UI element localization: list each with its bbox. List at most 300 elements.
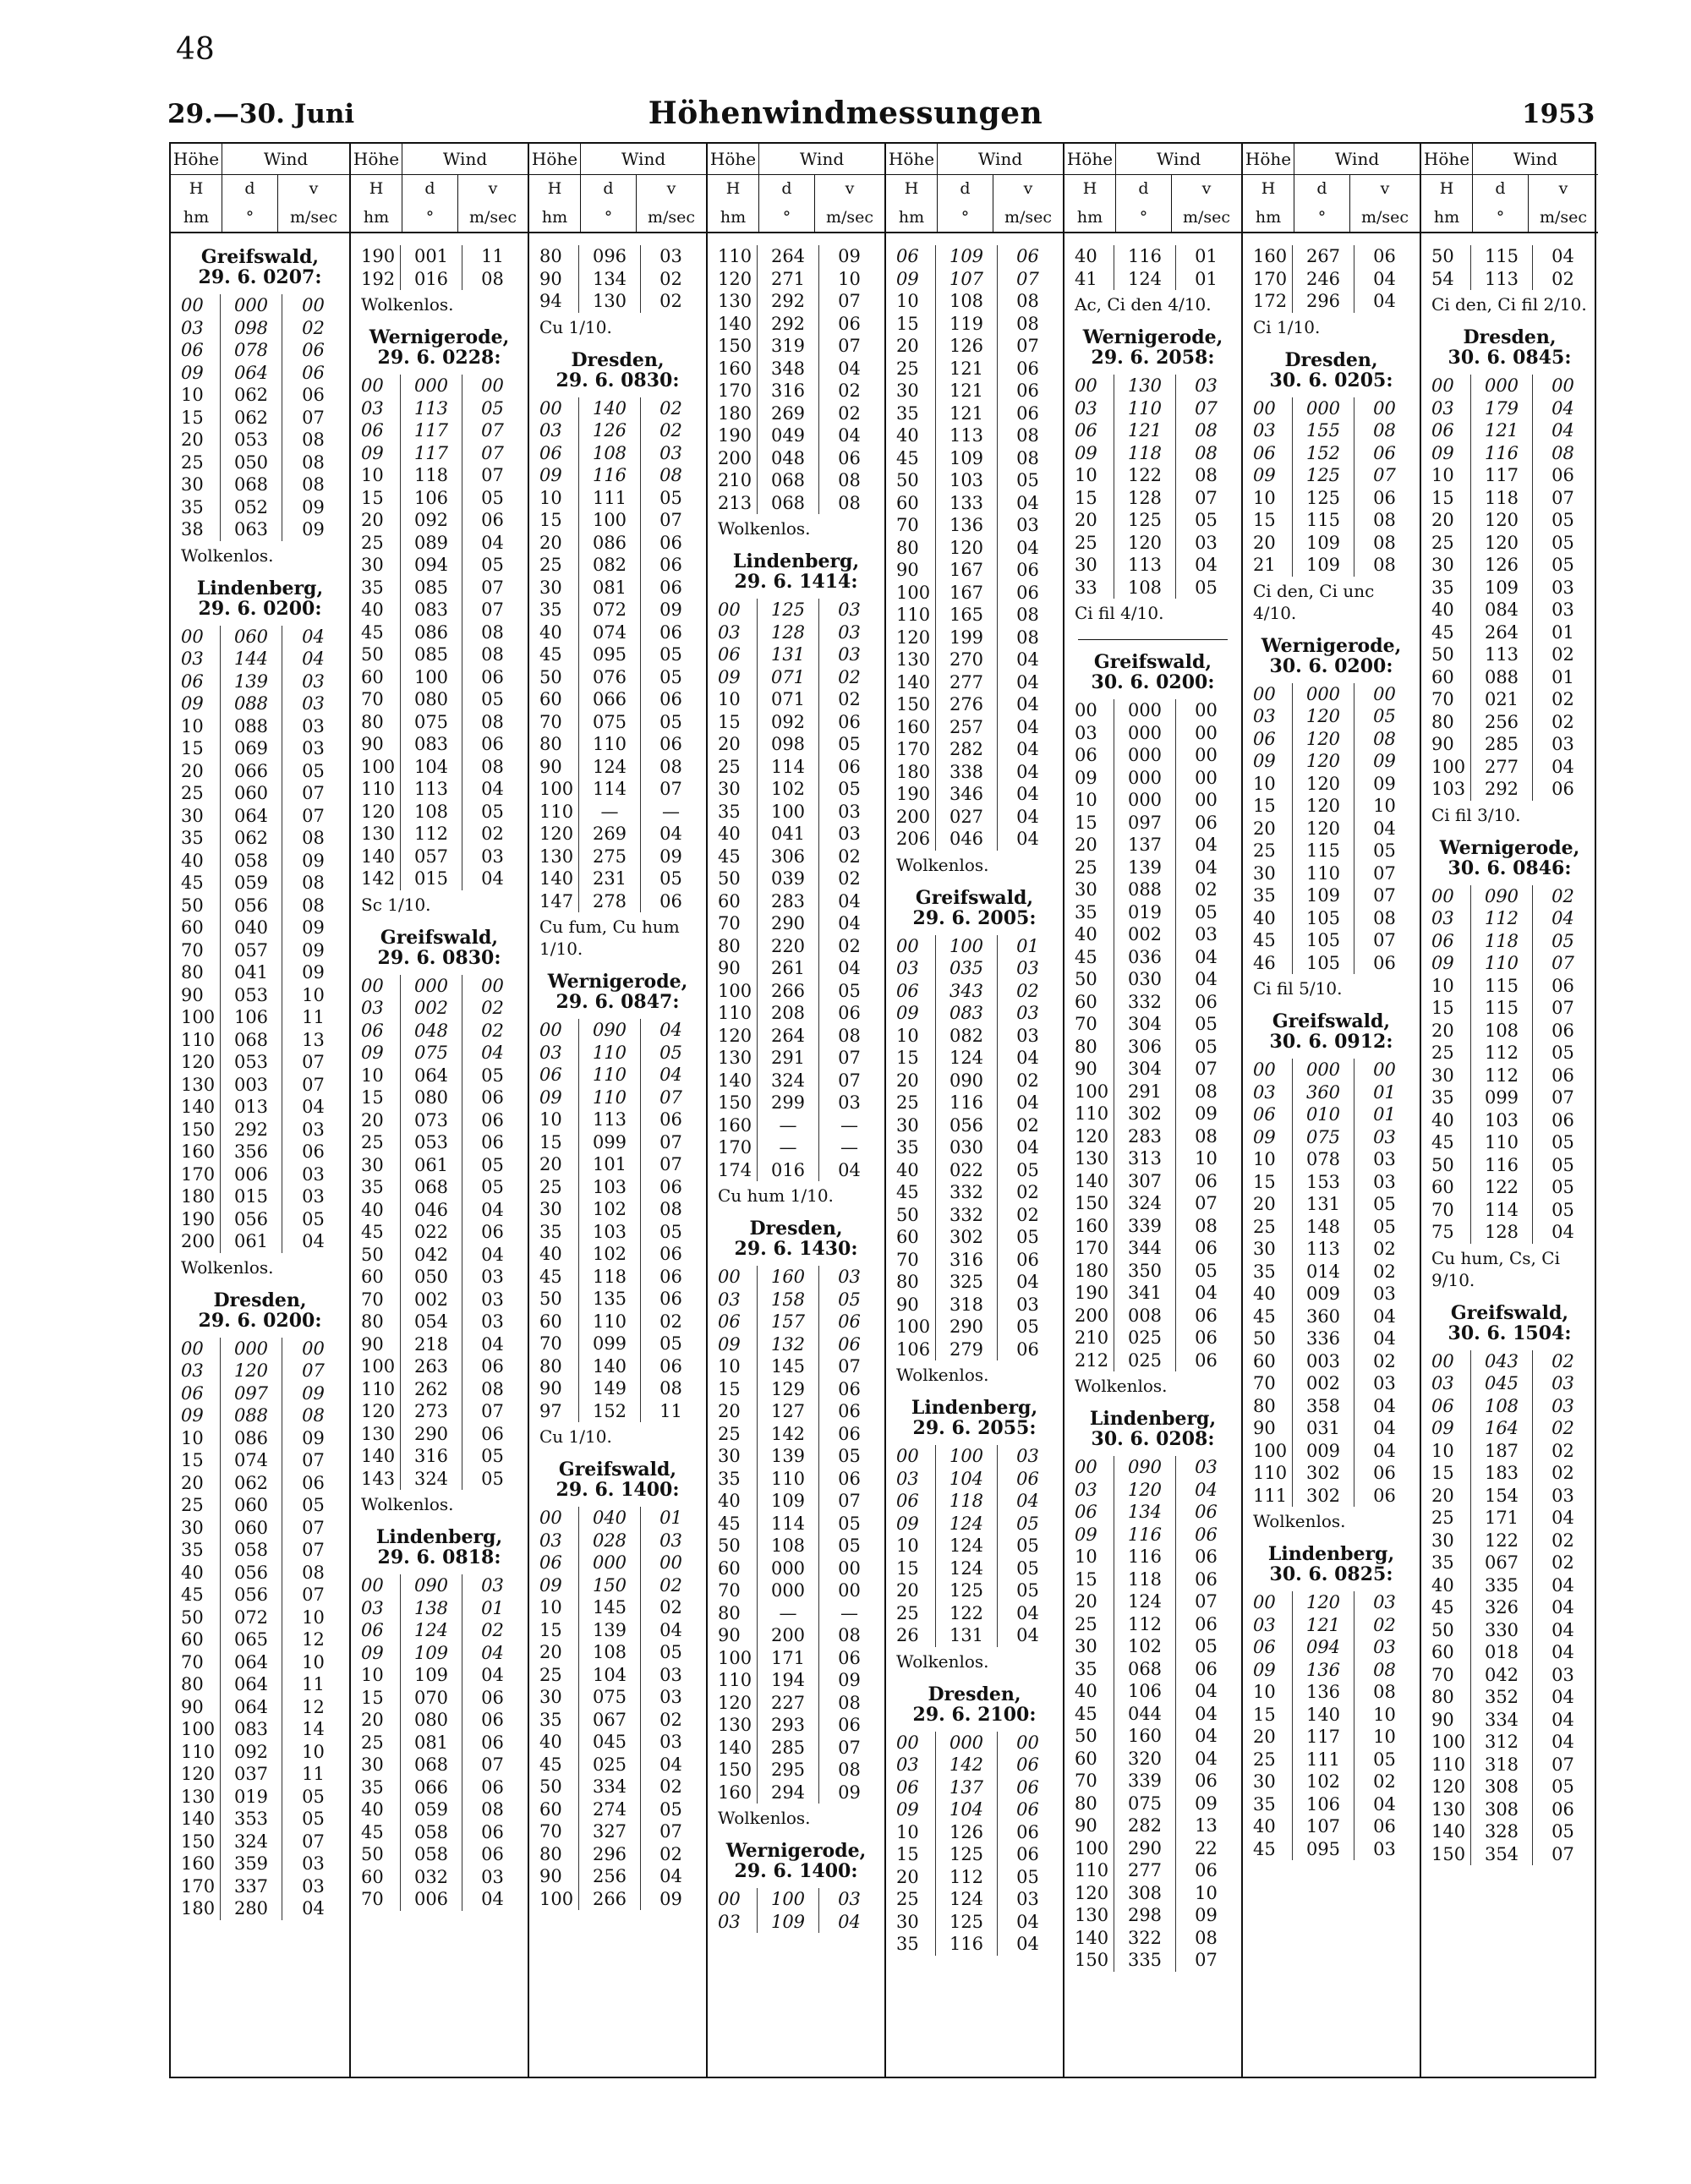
station-heading: Lindenberg, 29. 6. 1414: — [732, 550, 860, 593]
measurement-rows — [176, 294, 344, 541]
table-cell: 03 — [896, 1754, 919, 1775]
table-cell: 109 — [935, 447, 998, 470]
table-cell: 147 — [539, 890, 574, 911]
table-cell: 00 — [1195, 745, 1218, 765]
table-cell: 00 — [361, 1575, 384, 1596]
table-cell: 02 — [1551, 1463, 1574, 1483]
table-cell: 08 — [1195, 420, 1218, 441]
table-cell: 100 — [718, 1647, 752, 1668]
table-cell: 302 — [1114, 1103, 1176, 1125]
table-cell: 110 — [578, 1064, 641, 1087]
table-cell: 031 — [1292, 1417, 1354, 1440]
table-cell: 071 — [757, 688, 819, 711]
table-cell: 05 — [659, 666, 682, 687]
table-cell: 04 — [659, 1020, 682, 1040]
table-cell: 120 — [1075, 1125, 1109, 1147]
table-cell: 35 — [539, 1221, 562, 1242]
table-cell: 50 — [1075, 1726, 1097, 1746]
table-cell: 01 — [1551, 621, 1574, 643]
table-cell: 06 — [481, 1087, 504, 1108]
table-cell: 10 — [718, 689, 741, 709]
table-cell: 150 — [1431, 1843, 1466, 1864]
measurement-rows — [891, 935, 1058, 1361]
table-cell: 136 — [1292, 1681, 1354, 1704]
table-cell: 04 — [1373, 1440, 1396, 1461]
header-wind: Wind — [442, 149, 488, 169]
table-cell: 270 — [935, 649, 998, 671]
table-cell: 132 — [757, 1333, 819, 1356]
table-cell: 304 — [1114, 1058, 1176, 1081]
table-cell: 04 — [1551, 756, 1574, 777]
table-cell: 130 — [718, 291, 752, 311]
table-cell: 120 — [1292, 795, 1354, 818]
table-cell: 03 — [1373, 1838, 1396, 1859]
table-cell: 110 — [718, 1003, 752, 1023]
table-cell: 20 — [181, 760, 204, 781]
table-cell: 002 — [400, 997, 462, 1020]
table-cell: 06 — [481, 1109, 504, 1130]
table-cell: 246 — [1292, 268, 1354, 291]
table-cell: 45 — [896, 447, 919, 468]
table-cell: 120 — [1114, 1479, 1176, 1502]
header-hohe: Höhe — [886, 144, 938, 174]
table-cell: 04 — [1016, 716, 1039, 737]
table-cell: 45 — [896, 1182, 919, 1202]
table-cell: 45 — [1075, 946, 1097, 967]
table-cell: 09 — [1195, 1103, 1218, 1124]
table-cell: 164 — [1470, 1417, 1533, 1440]
table-cell: 06 — [302, 1472, 325, 1493]
table-cell: 80 — [181, 1674, 204, 1694]
header-wind: Wind — [1156, 149, 1201, 169]
table-cell: 04 — [1373, 1305, 1396, 1327]
table-cell: 110 — [1075, 1860, 1109, 1880]
table-cell: 290 — [1114, 1837, 1176, 1860]
table-cell: 06 — [838, 1401, 861, 1421]
table-cell: 118 — [1470, 487, 1533, 510]
table-cell: 179 — [1470, 397, 1533, 420]
table-cell: 40 — [1253, 1816, 1276, 1836]
table-cell: 03 — [659, 1732, 682, 1752]
table-cell: 90 — [1431, 1709, 1454, 1730]
table-cell: 155 — [1292, 419, 1354, 442]
table-cell: 081 — [400, 1732, 462, 1754]
table-cell: 145 — [578, 1596, 641, 1619]
table-cell: 000 — [1470, 375, 1533, 397]
table-cell: 126 — [578, 419, 641, 442]
table-cell: 062 — [220, 384, 282, 407]
table-cell: 06 — [659, 1289, 682, 1309]
table-cell: 058 — [220, 1539, 282, 1562]
table-cell: 00 — [1551, 375, 1574, 396]
table-column — [1063, 144, 1241, 2077]
table-cell: 03 — [1075, 722, 1097, 743]
table-cell: 053 — [220, 1051, 282, 1074]
table-cell: 006 — [220, 1163, 282, 1186]
table-cell: 50 — [181, 895, 204, 916]
station-heading: Wernigerode, 29. 6. 0228: — [369, 326, 510, 369]
table-cell: 03 — [659, 1687, 682, 1707]
table-cell: 06 — [659, 1244, 682, 1264]
table-cell: 09 — [1075, 767, 1097, 788]
year-label: 1953 — [1522, 99, 1595, 129]
table-cell: 308 — [1470, 1776, 1533, 1798]
table-cell: 110 — [1292, 862, 1354, 885]
table-cell: 03 — [896, 958, 919, 978]
table-cell: 110 — [578, 733, 641, 756]
table-cell: 121 — [935, 358, 998, 380]
table-cell: 062 — [220, 827, 282, 850]
table-cell: 104 — [935, 1798, 998, 1821]
table-cell: 10 — [1253, 773, 1276, 794]
table-cell: 150 — [718, 1092, 752, 1113]
table-cell: 076 — [578, 666, 641, 689]
table-cell: 08 — [1373, 907, 1396, 928]
table-cell: 08 — [1195, 465, 1218, 485]
table-cell: 07 — [838, 336, 861, 356]
table-cell: 60 — [1075, 1748, 1097, 1769]
table-cell: 45 — [718, 1513, 741, 1534]
table-cell: 10 — [361, 1065, 384, 1086]
table-cell: 136 — [935, 514, 998, 537]
table-cell: 06 — [1373, 442, 1396, 463]
table-cell: 130 — [361, 824, 396, 844]
table-cell: 35 — [181, 828, 204, 848]
table-cell: 120 — [181, 1052, 216, 1072]
table-cell: 304 — [1114, 1013, 1176, 1036]
table-cell: 109 — [1292, 554, 1354, 577]
table-cell: 50 — [539, 1776, 562, 1797]
table-cell: 107 — [935, 268, 998, 291]
table-cell: 08 — [302, 873, 325, 893]
table-cell: 040 — [578, 1507, 641, 1530]
table-cell: 025 — [1114, 1349, 1176, 1372]
table-cell: 075 — [1292, 1126, 1354, 1149]
table-cell: 05 — [1016, 470, 1039, 490]
table-cell: 40 — [896, 425, 919, 446]
table-cell: 120 — [1075, 1882, 1109, 1903]
table-cell: 064 — [400, 1065, 462, 1087]
table-cell: 02 — [302, 317, 325, 338]
table-cell: 112 — [935, 1866, 998, 1889]
table-cell: 100 — [1431, 756, 1466, 777]
table-cell: 02 — [659, 291, 682, 311]
table-cell: 06 — [1195, 1568, 1218, 1590]
table-cell: 002 — [400, 1289, 462, 1311]
table-cell: 183 — [1470, 1462, 1533, 1485]
table-cell: 190 — [181, 1208, 216, 1229]
table-cell: 324 — [757, 1070, 819, 1092]
table-cell: 80 — [718, 935, 741, 956]
header-hohe: Höhe — [351, 144, 402, 174]
table-cell: 053 — [400, 1131, 462, 1154]
table-cell: 013 — [220, 1096, 282, 1119]
table-cell: 05 — [1016, 1866, 1039, 1887]
table-cell: 190 — [1075, 1283, 1109, 1303]
station-heading: Greifswald, 29. 6. 2005: — [912, 886, 1037, 929]
table-cell: 15 — [361, 487, 384, 508]
table-cell: 133 — [935, 492, 998, 515]
table-cell: 08 — [659, 465, 682, 485]
table-cell: 09 — [896, 1799, 919, 1820]
table-cell: 109 — [1292, 884, 1354, 907]
table-cell: 180 — [896, 761, 931, 782]
table-cell: 60 — [718, 890, 741, 911]
table-cell: 068 — [757, 469, 819, 492]
table-cell: 35 — [1075, 1658, 1097, 1679]
table-cell: 06 — [659, 890, 682, 911]
station-heading: Lindenberg, 29. 6. 0200: — [196, 577, 324, 620]
table-cell: 05 — [1551, 930, 1574, 951]
table-cell: 09 — [1373, 751, 1396, 771]
table-cell: 140 — [718, 313, 752, 334]
table-cell: 090 — [935, 1070, 998, 1092]
table-cell: 102 — [578, 1198, 641, 1221]
table-cell: 03 — [659, 1530, 682, 1551]
table-cell: 03 — [838, 801, 861, 822]
table-cell: 07 — [659, 1131, 682, 1152]
table-cell: 149 — [578, 1377, 641, 1400]
table-cell: 03 — [1551, 1485, 1574, 1506]
table-cell: 105 — [1292, 929, 1354, 952]
table-cell: 360 — [1292, 1305, 1354, 1328]
table-cell: 09 — [1253, 751, 1276, 771]
table-cell: 06 — [1373, 1485, 1396, 1506]
table-cell: 25 — [1431, 532, 1454, 553]
table-cell: 45 — [361, 1222, 384, 1242]
table-cell: 20 — [896, 1580, 919, 1601]
table-cell: 20 — [361, 510, 384, 530]
table-cell: 125 — [1292, 464, 1354, 487]
table-cell: 04 — [1373, 1328, 1396, 1349]
table-cell: 001 — [400, 245, 462, 268]
table-cell: 60 — [539, 1311, 562, 1332]
table-cell: 05 — [481, 555, 504, 575]
table-cell: 15 — [539, 1131, 562, 1152]
station-heading: Dresden, 30. 6. 0845: — [1447, 326, 1572, 369]
cloud-note: Sc 1/10. — [361, 894, 431, 915]
table-cell: 05 — [659, 1042, 682, 1063]
table-cell: 03 — [1016, 515, 1039, 535]
table-cell: 03 — [302, 715, 325, 736]
table-cell: 05 — [1195, 1014, 1218, 1034]
table-cell: 04 — [481, 532, 504, 553]
table-cell: 04 — [1016, 1911, 1039, 1932]
table-cell: 06 — [302, 362, 325, 383]
table-cell: 06 — [481, 666, 504, 687]
table-cell: 02 — [659, 420, 682, 441]
table-cell: 110 — [1470, 1131, 1533, 1154]
column-header-top — [351, 144, 528, 175]
table-cell: 30 — [896, 1911, 919, 1932]
table-cell: 08 — [481, 1378, 504, 1399]
table-cell: 108 — [578, 442, 641, 465]
table-cell: 03 — [1551, 599, 1574, 620]
table-cell: 261 — [757, 957, 819, 980]
table-cell: 08 — [1195, 1081, 1218, 1102]
table-cell: 046 — [935, 828, 998, 851]
table-cell: 06 — [659, 734, 682, 754]
table-cell: 07 — [659, 1821, 682, 1842]
table-cell: 06 — [1551, 779, 1574, 799]
table-cell: 06 — [1195, 1305, 1218, 1326]
table-cell: 142 — [757, 1423, 819, 1446]
table-cell: 10 — [302, 1651, 325, 1672]
table-cell: 170 — [718, 380, 752, 401]
table-cell: 04 — [481, 1199, 504, 1220]
table-cell: 130 — [361, 1423, 396, 1444]
table-cell: 90 — [718, 958, 741, 978]
table-cell: 25 — [1253, 840, 1276, 861]
table-cell: 115 — [1292, 840, 1354, 862]
table-cell: 06 — [1016, 246, 1039, 266]
table-cell: 03 — [838, 644, 861, 665]
table-cell: 06 — [1075, 1502, 1097, 1522]
measurement-rows — [713, 1266, 879, 1804]
table-cell: 09 — [302, 850, 325, 871]
table-cell: 35 — [1075, 901, 1097, 922]
table-cell: 06 — [1195, 1238, 1218, 1258]
table-cell: 130 — [1114, 375, 1176, 397]
unit-header: d ° — [937, 174, 993, 232]
table-cell: 09 — [539, 1087, 562, 1108]
table-cell: 30 — [1431, 1530, 1454, 1551]
table-cell: 359 — [220, 1853, 282, 1875]
table-cell: 00 — [1195, 722, 1218, 743]
table-cell: 343 — [935, 980, 998, 1003]
table-cell: 190 — [361, 246, 396, 266]
table-cell: 102 — [578, 1243, 641, 1266]
table-cell: 07 — [481, 577, 504, 598]
table-cell: 125 — [1114, 509, 1176, 532]
table-cell: 003 — [220, 1074, 282, 1097]
table-cell: 06 — [1016, 1776, 1039, 1798]
table-cell: 082 — [578, 554, 641, 577]
table-cell: 094 — [1292, 1636, 1354, 1659]
table-cell: 292 — [220, 1119, 282, 1141]
table-cell: 15 — [181, 1450, 204, 1470]
table-cell: 028 — [578, 1530, 641, 1552]
table-cell: 90 — [539, 1378, 562, 1399]
table-cell: 115 — [1470, 975, 1533, 998]
table-cell: 00 — [718, 1889, 741, 1909]
table-cell: 116 — [578, 464, 641, 487]
table-cell: 110 — [718, 1670, 752, 1690]
table-cell: 03 — [1431, 397, 1454, 419]
table-cell: 097 — [1114, 812, 1176, 835]
unit-header: H hm — [898, 179, 925, 227]
table-cell: 332 — [935, 1204, 998, 1227]
table-cell: 066 — [578, 688, 641, 711]
table-cell: 000 — [757, 1557, 819, 1580]
table-cell: 136 — [1292, 1659, 1354, 1682]
table-cell: 03 — [1253, 1614, 1276, 1635]
unit-header: H hm — [1076, 179, 1103, 227]
table-cell: 09 — [718, 1333, 741, 1355]
table-cell: 04 — [481, 868, 504, 889]
table-cell: 25 — [1075, 1613, 1097, 1634]
table-cell: 10 — [302, 984, 325, 1005]
table-cell: 06 — [361, 420, 384, 441]
table-cell: 000 — [1114, 744, 1176, 767]
table-cell: 10 — [361, 465, 384, 485]
table-cell: 313 — [1114, 1147, 1176, 1170]
table-cell: 02 — [838, 666, 861, 687]
table-cell: 04 — [481, 779, 504, 799]
table-cell: 80 — [539, 1355, 562, 1377]
table-cell: 00 — [302, 295, 325, 315]
table-cell: 06 — [1195, 1546, 1218, 1567]
table-cell: 066 — [220, 760, 282, 783]
table-cell: 167 — [935, 559, 998, 582]
table-cell: 00 — [1431, 1350, 1454, 1371]
table-cell: 10 — [539, 1109, 562, 1130]
table-cell: 116 — [1470, 1154, 1533, 1177]
table-cell: 127 — [757, 1400, 819, 1423]
table-cell: 080 — [400, 1087, 462, 1109]
table-cell: 158 — [757, 1289, 819, 1311]
table-cell: — — [757, 1602, 819, 1625]
table-cell: 316 — [935, 1249, 998, 1272]
table-cell: 05 — [1551, 1177, 1574, 1197]
table-cell: 128 — [1470, 1221, 1533, 1244]
table-cell: 06 — [481, 1356, 504, 1377]
table-cell: 20 — [1253, 818, 1276, 839]
table-cell: 088 — [220, 692, 282, 715]
table-cell: 07 — [838, 1356, 861, 1377]
table-cell: 05 — [1016, 1580, 1039, 1601]
table-column — [1241, 144, 1420, 2077]
table-cell: 312 — [1470, 1731, 1533, 1754]
table-cell: 105 — [1292, 952, 1354, 975]
table-cell: 30 — [718, 1446, 741, 1466]
table-cell: 00 — [896, 1446, 919, 1466]
table-cell: 00 — [181, 1338, 204, 1359]
table-cell: 06 — [659, 577, 682, 598]
table-cell: 00 — [181, 626, 204, 647]
table-cell: 099 — [578, 1333, 641, 1355]
table-cell: 171 — [1470, 1507, 1533, 1530]
table-cell: 25 — [361, 532, 384, 553]
table-cell: 00 — [1195, 700, 1218, 720]
table-cell: 35 — [1253, 885, 1276, 906]
table-cell: 115 — [1292, 509, 1354, 532]
table-cell: 20 — [1253, 1727, 1276, 1747]
table-cell: 152 — [578, 1400, 641, 1423]
table-cell: 05 — [1551, 555, 1574, 575]
table-cell: 283 — [757, 890, 819, 913]
table-cell: 09 — [659, 846, 682, 867]
cloud-note: Wolkenlos. — [1253, 1511, 1346, 1531]
table-cell: 126 — [1470, 554, 1533, 577]
table-cell: 124 — [935, 1047, 998, 1070]
table-cell: 54 — [1431, 268, 1454, 289]
table-cell: 014 — [1292, 1261, 1354, 1284]
table-cell: 02 — [1016, 1070, 1039, 1091]
column-body — [356, 245, 523, 1911]
table-cell: 06 — [1551, 1798, 1574, 1820]
table-cell: 105 — [1292, 907, 1354, 930]
table-cell: 80 — [361, 1311, 384, 1332]
table-cell: 100 — [539, 779, 574, 799]
table-cell: 06 — [1016, 380, 1039, 401]
table-cell: 30 — [896, 1114, 919, 1136]
table-cell: 03 — [838, 1267, 861, 1287]
table-cell: 307 — [1114, 1170, 1176, 1193]
table-cell: 08 — [1551, 442, 1574, 463]
table-cell: 05 — [1551, 1154, 1574, 1175]
table-cell: 15 — [718, 711, 741, 732]
